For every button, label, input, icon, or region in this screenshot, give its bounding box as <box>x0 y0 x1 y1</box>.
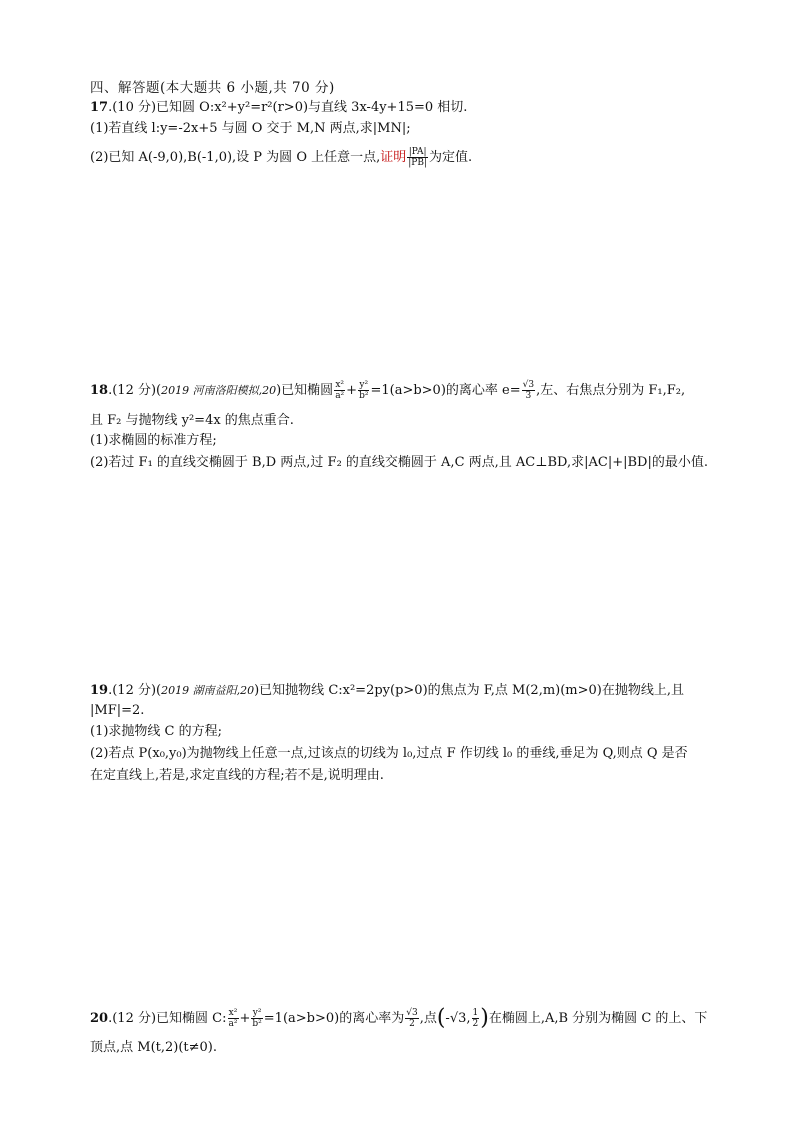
q17-frac-numerator: |PA| <box>408 147 427 157</box>
q20-fy-top: y² <box>252 1008 262 1018</box>
q18-stem <box>90 380 685 401</box>
q20-number: 20 <box>90 1011 109 1026</box>
q18-fy-top: y² <box>359 380 369 390</box>
q20-plus: + <box>239 1011 251 1026</box>
q20-x-fraction <box>228 1008 239 1029</box>
q19-part2-line2: 在定直线上,若是,求定直线的方程;若不是,说明理由. <box>90 768 384 783</box>
q18-tail: ,左、右焦点分别为 F₁,F₂, <box>536 383 686 398</box>
q17-part2-tail: 为定值. <box>429 150 473 165</box>
q18-mid: )已知椭圆 <box>276 383 334 398</box>
q20-left-paren: ( <box>436 1005 446 1031</box>
q17-ratio-fraction <box>407 147 428 168</box>
q20-pty-top: 1 <box>472 1008 479 1018</box>
q19-source: 2019 湖南益阳,20 <box>161 684 255 697</box>
q17-stem-text: .(10 分)已知圆 O:x²+y²=r²(r>0)与直线 3x-4y+15=0 相切. <box>108 100 468 115</box>
q18-e-bot: 3 <box>525 391 532 401</box>
q18-y-fraction <box>358 380 369 401</box>
q20-fx-bot: a² <box>228 1019 238 1029</box>
q20-pre: .(12 分)已知椭圆 C: <box>108 1011 227 1026</box>
q19-stem <box>90 683 684 699</box>
q20-fx-top: x² <box>228 1008 238 1018</box>
q17-part2 <box>90 147 472 168</box>
q19-stem-text: )已知抛物线 C:x²=2py(p>0)的焦点为 F,点 M(2,m)(m>0)在抛物线上,且 <box>254 683 684 698</box>
q20-tail: 在椭圆上,A,B 分别为椭圆 C 的上、下 <box>488 1011 708 1026</box>
q17-proof-link[interactable]: 证明 <box>380 150 407 165</box>
q18-score: .(12 分)( <box>108 383 162 398</box>
q20-point-prefix: ,点 <box>419 1011 437 1026</box>
q18-fy-bot: b² <box>359 391 369 401</box>
q20-e-bot: 2 <box>409 1019 415 1029</box>
q19-score: .(12 分)( <box>108 683 162 698</box>
section-heading: 四、解答题(本大题共 6 小题,共 70 分) <box>90 80 335 96</box>
q18-line2: 且 F₂ 与抛物线 y²=4x 的焦点重合. <box>90 413 294 428</box>
q18-number: 18 <box>90 383 109 398</box>
q19-number: 19 <box>90 683 109 698</box>
q18-plus: + <box>346 383 358 398</box>
q17-frac-denominator: |PB| <box>408 158 427 168</box>
q20-condition: =1(a>b>0)的离心率为 <box>263 1011 405 1026</box>
q17-part2-text: (2)已知 A(-9,0),B(-1,0),设 P 为圆 O 上任意一点, <box>90 150 381 165</box>
q18-source: 2019 河南洛阳模拟,20 <box>161 384 277 397</box>
q17-stem <box>90 100 467 116</box>
q20-fy-bot: b² <box>252 1019 262 1029</box>
q18-part2: (2)若过 F₁ 的直线交椭圆于 B,D 两点,过 F₂ 的直线交椭圆于 A,C 两点,且 AC⊥BD,求|AC|+|BD|的最小值. <box>90 455 708 470</box>
q20-pty-bot: 2 <box>472 1019 479 1029</box>
q18-e-top: √3 <box>522 380 535 390</box>
q20-e-top: √3 <box>406 1008 418 1018</box>
q20-stem <box>90 1005 708 1031</box>
q19-part1: (1)求抛物线 C 的方程; <box>90 724 223 739</box>
q19-part2-line1: (2)若点 P(x₀,y₀)为抛物线上任意一点,过该点的切线为 l₀,过点 F 作切线 l₀ 的垂线,垂足为 Q,则点 Q 是否 <box>90 746 688 761</box>
q20-point-y-fraction <box>472 1008 480 1029</box>
q19-line2: |MF|=2. <box>90 703 145 718</box>
q18-condition: =1(a>b>0)的离心率 e= <box>370 383 521 398</box>
q20-e-fraction <box>405 1008 418 1029</box>
q18-part1: (1)求椭圆的标准方程; <box>90 433 217 448</box>
q18-x-fraction <box>334 380 345 401</box>
q20-right-paren: ) <box>480 1005 489 1031</box>
q18-fx-top: x² <box>335 380 345 390</box>
q20-y-fraction <box>251 1008 262 1029</box>
q20-line2: 顶点,点 M(t,2)(t≠0). <box>90 1040 218 1055</box>
q18-e-fraction <box>522 380 535 401</box>
q18-fx-bot: a² <box>335 391 345 401</box>
q17-number: 17 <box>90 100 109 115</box>
q17-part1: (1)若直线 l:y=-2x+5 与圆 O 交于 M,N 两点,求|MN|; <box>90 121 411 136</box>
q20-point-x: -√3, <box>445 1011 471 1026</box>
